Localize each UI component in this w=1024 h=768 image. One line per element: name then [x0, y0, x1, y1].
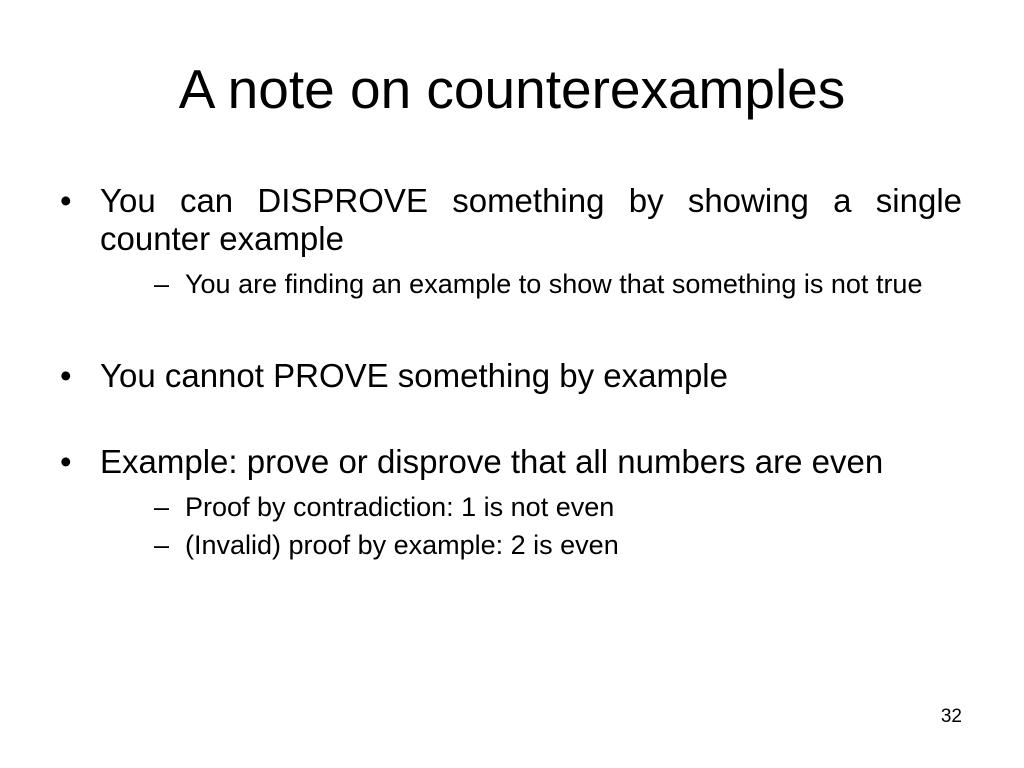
sub-bullet-text: You are finding an example to show that something is not true: [185, 269, 923, 299]
bullet-item: [60, 357, 962, 395]
slide-body: [60, 182, 962, 561]
sub-bullet-text: (Invalid) proof by example: 2 is even: [185, 530, 619, 560]
bullet-marker: •: [60, 357, 72, 394]
sub-bullet-marker: –: [154, 530, 170, 560]
sub-bullet-text: Proof by contradiction: 1 is not even: [185, 492, 615, 522]
sub-bullet-marker: –: [154, 269, 170, 299]
sub-bullet-item: [100, 491, 962, 523]
sub-bullet-marker: –: [154, 492, 170, 522]
bullet-marker: •: [60, 182, 72, 219]
bullet-text: You cannot PROVE something by example: [100, 357, 728, 394]
bullet-item: [60, 443, 962, 561]
sub-bullet-item: [100, 268, 962, 300]
page-number: 32: [940, 706, 962, 727]
bullet-text: You can DISPROVE something by showing a single counter example: [100, 182, 962, 257]
slide-title: A note on counterexamples: [178, 58, 846, 120]
bullet-text: Example: prove or disprove that all numbers are even: [100, 443, 884, 480]
bullet-marker: •: [60, 443, 72, 480]
bullet-item: [60, 182, 962, 300]
sub-bullet-item: [100, 529, 962, 561]
